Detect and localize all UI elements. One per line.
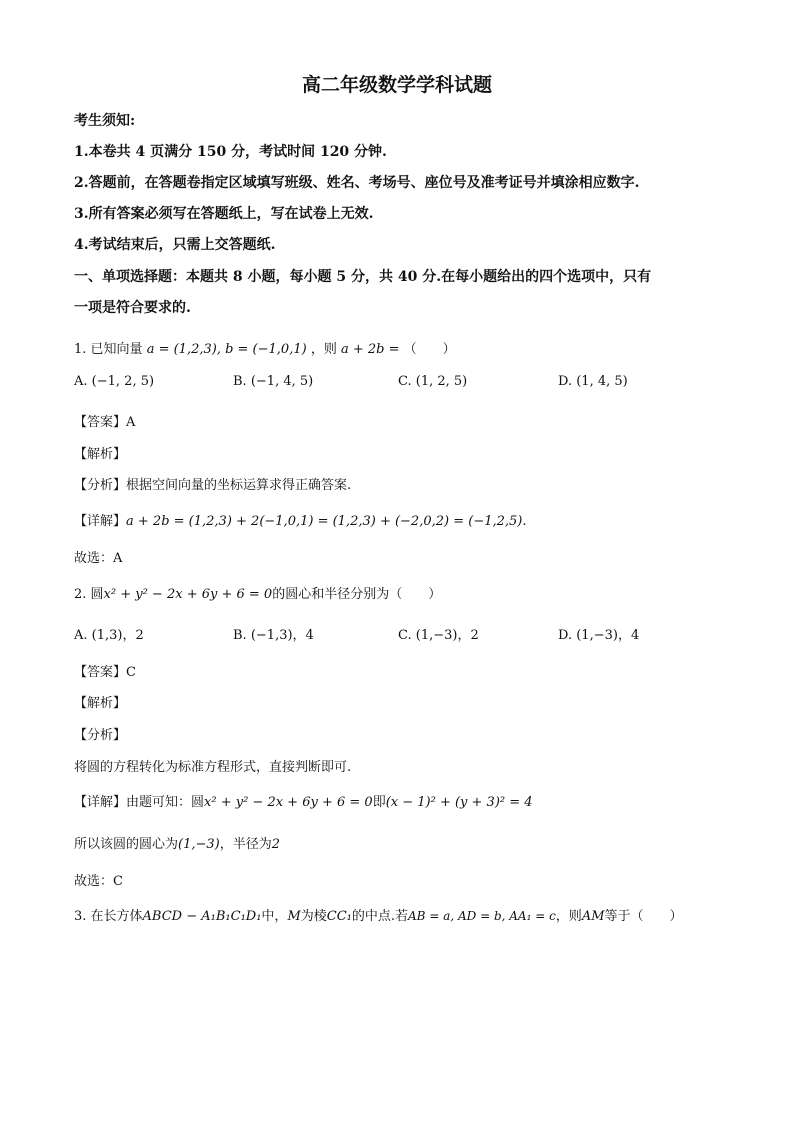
q3-stem-math: ABCD − A₁B₁C₁D₁ [142, 909, 262, 924]
q1-stem-mid: ，则 [310, 342, 337, 357]
q2-option-d [558, 624, 639, 643]
q1-fenxi: 【分析】根据空间向量的坐标运算求得正确答案. [74, 478, 352, 493]
q2-xiangjie-mid: 即 [372, 795, 386, 810]
option-label: B. [233, 374, 247, 389]
notice-item-2: 2.答题前，在答题卷指定区域填写班级、姓名、考场号、座位号及准考证号并填涂相应数字. [74, 175, 640, 191]
q1-stem-math2: a + 2b = [340, 342, 400, 357]
q3-stem [74, 905, 683, 924]
q2-stem-suffix: 的圆心和半径分别为（ ） [272, 587, 442, 602]
q1-option-b [233, 374, 313, 389]
q3-stem-am: AM [581, 909, 605, 924]
q2-option-c [398, 624, 479, 643]
option-label: B. [233, 628, 247, 643]
option-label: C. [398, 628, 412, 643]
q2-xiangjie-math2: (x − 1)² + (y + 3)² = 4 [385, 795, 533, 810]
q2-xiangjie [74, 791, 533, 810]
q2-xiangjie-tag: 【详解】 [74, 795, 127, 810]
option-value: (−1,3)，4 [250, 628, 314, 643]
q1-xiangjie-math: a + 2b = (1,2,3) + 2(−1,0,1) = (1,2,3) + (−2,0,2) = (−1,2,5). [126, 514, 527, 529]
notice-heading: 考生须知: [74, 113, 136, 129]
q1-stem [74, 338, 456, 357]
q2-xiangjie-text: 由题可知：圆 [126, 795, 205, 810]
section-heading-line2: 一项是符合要求的. [74, 300, 191, 316]
q2-stem-math: x² + y² − 2x + 6y + 6 = 0 [103, 587, 273, 602]
option-label: D. [558, 374, 573, 389]
q3-stem-cc1: CC₁ [326, 909, 352, 924]
q2-stem-prefix: 2. 圆 [74, 587, 104, 602]
q3-stem-mid1: 中， [261, 909, 288, 924]
page-title: 高二年级数学学科试题 [301, 74, 492, 96]
q2-fenxi-text: 将圆的方程转化为标准方程形式，直接判断即可. [74, 760, 352, 775]
q1-option-d [558, 374, 628, 389]
q2-option-b [233, 624, 314, 643]
q1-xiangjie [74, 510, 527, 529]
option-value: (1, 2, 5) [415, 374, 468, 389]
q2-fenxi: 【分析】 [74, 728, 127, 743]
notice-item-4: 4.考试结束后，只需上交答题纸. [74, 237, 276, 253]
q2-conclusion [74, 833, 280, 852]
notice-item-3: 3.所有答案必须写在答题纸上，写在试卷上无效. [74, 206, 374, 222]
q3-stem-math2: AB = a, AD = b, AA₁ = c [408, 909, 556, 923]
option-value: (1, 4, 5) [576, 374, 628, 389]
q1-xiangjie-tag: 【详解】 [74, 514, 127, 529]
option-value: (1,−3)，2 [415, 628, 479, 643]
option-value: (1,−3)，4 [576, 628, 640, 643]
q2-stem [74, 583, 441, 602]
q2-guxuan: 故选：C [74, 874, 123, 889]
option-value: (1,3)，2 [91, 628, 144, 643]
q2-jiexi: 【解析】 [74, 696, 127, 711]
q1-option-a [74, 374, 154, 389]
q1-guxuan: 故选：A [74, 551, 123, 566]
option-label: A. [74, 374, 88, 389]
q1-option-c [398, 374, 467, 389]
q1-stem-prefix: 1. 已知向量 [74, 342, 143, 357]
q2-conclusion-prefix: 所以该圆的圆心为 [74, 837, 179, 852]
q1-stem-math: a = (1,2,3), b = (−1,0,1) [146, 342, 307, 357]
option-label: C. [398, 374, 412, 389]
section-heading-line1: 一、单项选择题：本题共 8 小题，每小题 5 分，共 40 分.在每小题给出的四个选项中，只有 [74, 269, 652, 285]
q3-stem-mid2: 为棱 [300, 909, 327, 924]
option-value: (−1, 2, 5) [91, 374, 155, 389]
q3-stem-prefix: 3. 在长方体 [74, 909, 143, 924]
q2-conclusion-math: (1,−3) [178, 837, 220, 852]
q3-stem-m: M [287, 909, 301, 924]
q2-xiangjie-math: x² + y² − 2x + 6y + 6 = 0 [204, 795, 373, 810]
q3-stem-suffix: 等于（ ） [604, 909, 683, 924]
option-label: D. [558, 628, 573, 643]
q1-jiexi: 【解析】 [74, 447, 127, 462]
option-label: A. [74, 628, 88, 643]
q1-answer: 【答案】A [74, 415, 136, 430]
q2-conclusion-mid: ，半径为 [219, 837, 272, 852]
q2-conclusion-radius: 2 [271, 837, 281, 852]
q1-stem-suffix: （ ） [403, 342, 456, 357]
q3-stem-mid4: ，则 [555, 909, 582, 924]
q2-option-a [74, 624, 144, 643]
notice-item-1: 1.本卷共 4 页满分 150 分，考试时间 120 分钟. [74, 144, 387, 160]
q3-stem-mid3: 的中点.若 [351, 909, 409, 924]
q2-answer: 【答案】C [74, 665, 136, 680]
option-value: (−1, 4, 5) [250, 374, 314, 389]
